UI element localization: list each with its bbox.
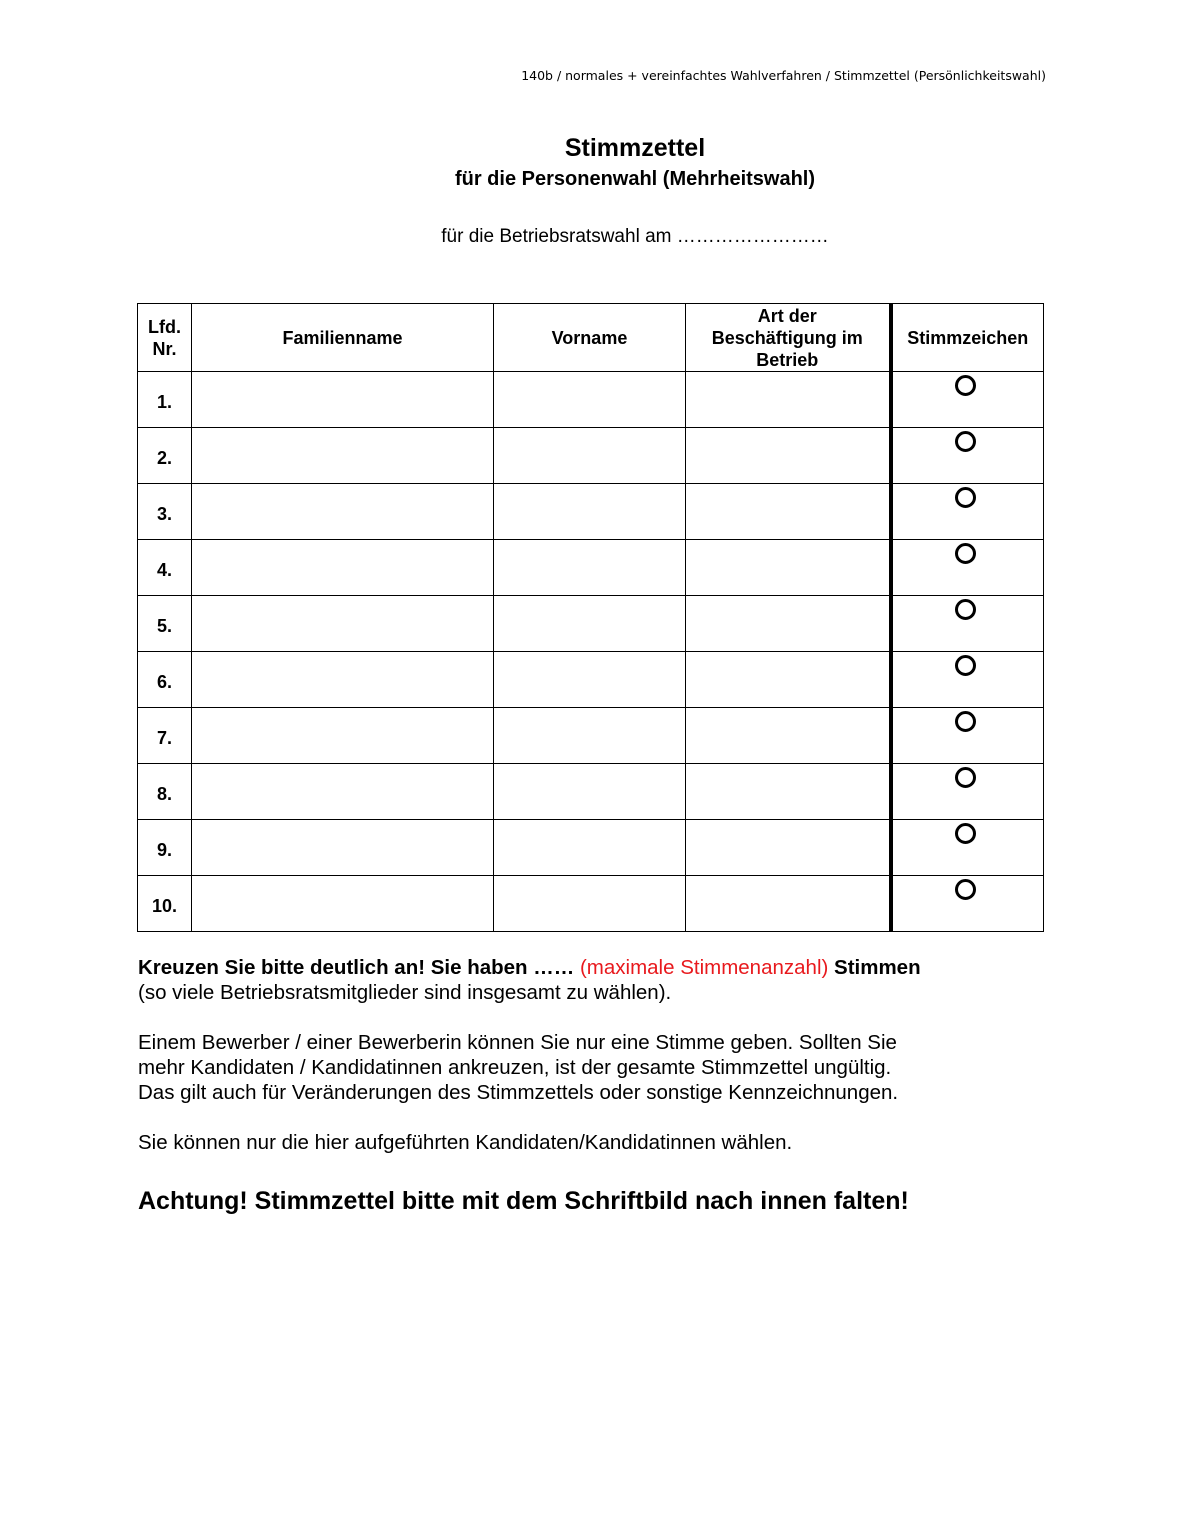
vorname-cell xyxy=(494,764,686,820)
familienname-cell xyxy=(192,540,494,596)
header-familienname: Familienname xyxy=(192,304,494,372)
vorname-cell xyxy=(494,820,686,876)
stimmzeichen-cell[interactable] xyxy=(891,540,1044,596)
beschaeftigung-cell xyxy=(686,484,891,540)
table-row xyxy=(138,876,1044,932)
row-number: 10. xyxy=(138,876,192,932)
stimmzeichen-cell[interactable] xyxy=(891,484,1044,540)
row-number: 7. xyxy=(138,708,192,764)
familienname-cell xyxy=(192,708,494,764)
stimmzeichen-cell[interactable] xyxy=(891,764,1044,820)
stimmzeichen-cell[interactable] xyxy=(891,372,1044,428)
table-row xyxy=(138,428,1044,484)
beschaeftigung-cell xyxy=(686,820,891,876)
row-number: 2. xyxy=(138,428,192,484)
instruction-paragraph-3: Sie können nur die hier aufgeführten Kandidaten/Kandidatinnen wählen. xyxy=(138,1131,793,1154)
vorname-cell xyxy=(494,596,686,652)
table-row xyxy=(138,652,1044,708)
table-row xyxy=(138,484,1044,540)
table-row xyxy=(138,372,1044,428)
beschaeftigung-cell xyxy=(686,596,891,652)
stimmzeichen-cell[interactable] xyxy=(891,708,1044,764)
vorname-cell xyxy=(494,708,686,764)
familienname-cell xyxy=(192,596,494,652)
vote-circle-icon[interactable] xyxy=(955,375,976,396)
instruction-mark-clearly: Kreuzen Sie bitte deutlich an! Sie haben …… xyxy=(138,956,575,979)
row-number: 6. xyxy=(138,652,192,708)
vote-circle-icon[interactable] xyxy=(955,543,976,564)
familienname-cell xyxy=(192,876,494,932)
instruction-max-votes-placeholder: (maximale Stimmenanzahl) xyxy=(579,956,829,979)
header-art-der-beschaeftigung: Art der Beschäftigung im Betrieb xyxy=(686,304,891,372)
row-number: 3. xyxy=(138,484,192,540)
row-number: 5. xyxy=(138,596,192,652)
beschaeftigung-cell xyxy=(686,876,891,932)
stimmzeichen-cell[interactable] xyxy=(891,820,1044,876)
familienname-cell xyxy=(192,484,494,540)
row-number: 9. xyxy=(138,820,192,876)
vorname-cell xyxy=(494,484,686,540)
beschaeftigung-cell xyxy=(686,372,891,428)
beschaeftigung-cell xyxy=(686,428,891,484)
vote-circle-icon[interactable] xyxy=(955,487,976,508)
beschaeftigung-cell xyxy=(686,540,891,596)
row-number: 8. xyxy=(138,764,192,820)
table-row xyxy=(138,708,1044,764)
instruction-members-note: (so viele Betriebsratsmitglieder sind insgesamt zu wählen). xyxy=(138,981,672,1004)
vote-circle-icon[interactable] xyxy=(955,767,976,788)
header-stimmzeichen: Stimmzeichen xyxy=(891,304,1044,372)
fold-warning: Achtung! Stimmzettel bitte mit dem Schriftbild nach innen falten! xyxy=(138,1187,909,1215)
vote-circle-icon[interactable] xyxy=(955,711,976,732)
table-row xyxy=(138,820,1044,876)
familienname-cell xyxy=(192,764,494,820)
page-subtitle: für die Personenwahl (Mehrheitswahl) xyxy=(454,168,816,190)
beschaeftigung-cell xyxy=(686,764,891,820)
ballot-table xyxy=(137,303,1044,932)
election-date-line: für die Betriebsratswahl am …………………… xyxy=(441,226,829,247)
table-row xyxy=(138,596,1044,652)
vote-circle-icon[interactable] xyxy=(955,655,976,676)
vote-circle-icon[interactable] xyxy=(955,599,976,620)
instruction-paragraph-2: Einem Bewerber / einer Bewerberin können Sie nur eine Stimme geben. Sollten Sie mehr Kandidaten / Kandidatinnen ankreuzen, ist der gesamte Stimmzettel ungültig. Das gilt auch für Veränderungen des Stimmzettels oder sonstige Kennzeichnungen. xyxy=(138,1031,899,1104)
vorname-cell xyxy=(494,540,686,596)
vote-circle-icon[interactable] xyxy=(955,823,976,844)
familienname-cell xyxy=(192,652,494,708)
familienname-cell xyxy=(192,372,494,428)
vote-circle-icon[interactable] xyxy=(955,431,976,452)
familienname-cell xyxy=(192,428,494,484)
beschaeftigung-cell xyxy=(686,652,891,708)
header-note: 140b / normales + vereinfachtes Wahlverfahren / Stimmzettel (Persönlichkeitswahl) xyxy=(521,68,1046,83)
header-vorname: Vorname xyxy=(494,304,686,372)
table-header-row xyxy=(138,304,1044,372)
beschaeftigung-cell xyxy=(686,708,891,764)
stimmzeichen-cell[interactable] xyxy=(891,876,1044,932)
stimmzeichen-cell[interactable] xyxy=(891,596,1044,652)
vorname-cell xyxy=(494,372,686,428)
vorname-cell xyxy=(494,876,686,932)
row-number: 1. xyxy=(138,372,192,428)
vorname-cell xyxy=(494,428,686,484)
instruction-paragraph-1 xyxy=(138,955,1058,1005)
instructions xyxy=(138,955,1058,1180)
row-number: 4. xyxy=(138,540,192,596)
table-row xyxy=(138,540,1044,596)
stimmzeichen-cell[interactable] xyxy=(891,428,1044,484)
vorname-cell xyxy=(494,652,686,708)
vote-circle-icon[interactable] xyxy=(955,879,976,900)
page-title: Stimmzettel xyxy=(564,134,706,162)
instruction-votes-word: Stimmen xyxy=(834,956,921,979)
header-lfd-nr: Lfd. Nr. xyxy=(138,304,192,372)
stimmzeichen-cell[interactable] xyxy=(891,652,1044,708)
familienname-cell xyxy=(192,820,494,876)
table-row xyxy=(138,764,1044,820)
